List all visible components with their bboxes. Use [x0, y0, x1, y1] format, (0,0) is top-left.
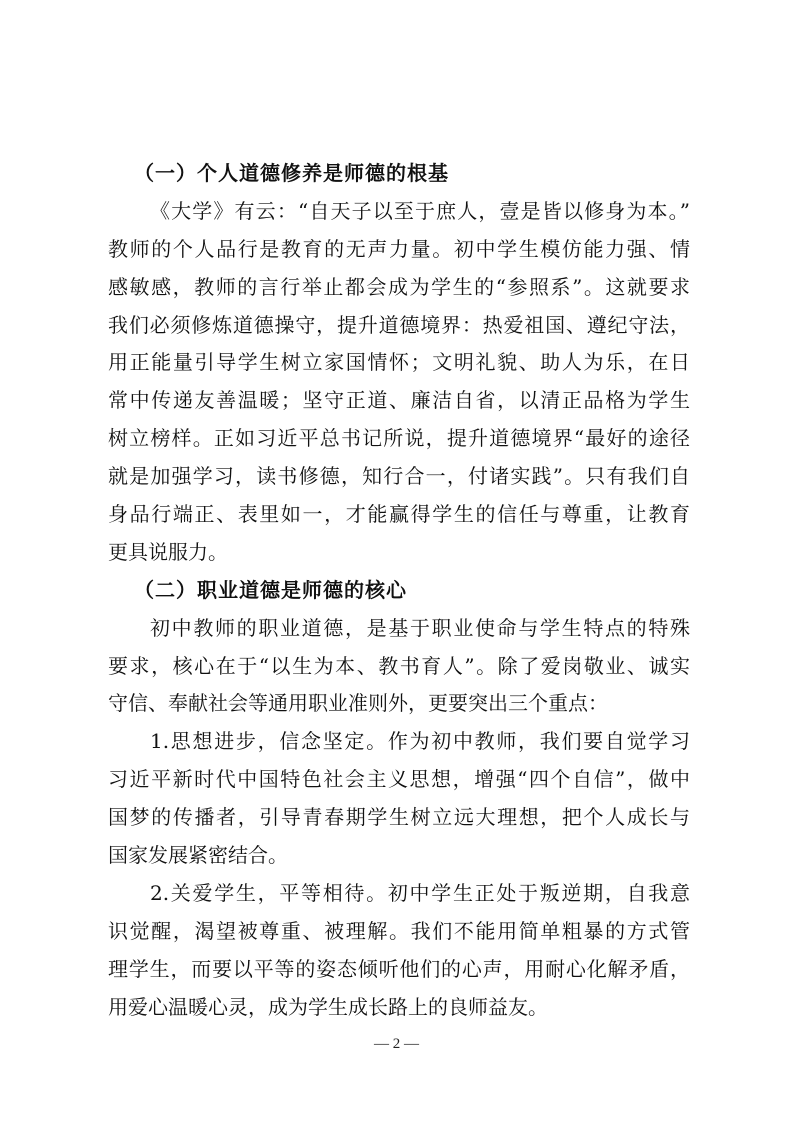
text-line: 理学生，而要以平等的姿态倾听他们的心声，用耐心化解矛盾， [108, 956, 690, 981]
text-line: 2.关爱学生，平等相待。初中学生正处于叛逆期，自我意 [150, 880, 690, 905]
text-line: 常中传递友善温暖；坚守正道、廉洁自省，以清正品格为学生 [108, 388, 690, 413]
text-line: 习近平新时代中国特色社会主义思想，增强“四个自信”，做中 [108, 767, 690, 792]
text-line: 要求，核心在于“以生为本、教书育人”。除了爱岗敬业、诚实 [108, 653, 690, 678]
text-line: 树立榜样。正如习近平总书记所说，提升道德境界“最好的途径 [108, 426, 690, 451]
text-line: 用正能量引导学生树立家国情怀；文明礼貌、助人为乐，在日 [108, 350, 690, 375]
document-body [108, 155, 690, 1026]
text-line: 身品行端正、表里如一，才能赢得学生的信任与尊重，让教育 [108, 502, 690, 527]
text-line: 识觉醒，渴望被尊重、被理解。我们不能用简单粗暴的方式管 [108, 918, 690, 943]
text-line: 《大学》有云：“自天子以至于庶人，壹是皆以修身为本。” [150, 198, 690, 223]
page-number: — 2 — [374, 1036, 419, 1052]
heading-text: （二）职业道德是师德的核心 [134, 577, 407, 602]
text-line: 初中教师的职业道德，是基于职业使命与学生特点的特殊 [150, 615, 690, 640]
section-heading [108, 572, 690, 610]
text-line: 用爱心温暖心灵，成为学生成长路上的良师益友。 [108, 994, 548, 1019]
paragraph [108, 193, 690, 572]
text-line: 守信、奉献社会等通用职业准则外，更要突出三个重点： [108, 691, 608, 716]
paragraph [108, 610, 690, 724]
text-line: 更具说服力。 [108, 539, 228, 564]
text-line: 感敏感，教师的言行举止都会成为学生的“参照系”。这就要求 [108, 274, 690, 299]
paragraph [108, 723, 690, 875]
text-line: 教师的个人品行是教育的无声力量。初中学生模仿能力强、情 [108, 236, 690, 261]
text-line: 我们必须修炼道德操守，提升道德境界：热爱祖国、遵纪守法， [108, 312, 690, 337]
paragraph [108, 875, 690, 1027]
text-line: 国梦的传播者，引导青春期学生树立远大理想，把个人成长与 [108, 805, 690, 830]
heading-text: （一）个人道德修养是师德的根基 [134, 161, 449, 185]
text-line: 就是加强学习，读书修德，知行合一，付诸实践”。只有我们自 [108, 464, 690, 489]
section-heading [108, 155, 690, 193]
text-line: 国家发展紧密结合。 [108, 843, 288, 868]
text-line: 1.思想进步，信念坚定。作为初中教师，我们要自觉学习 [150, 729, 690, 754]
